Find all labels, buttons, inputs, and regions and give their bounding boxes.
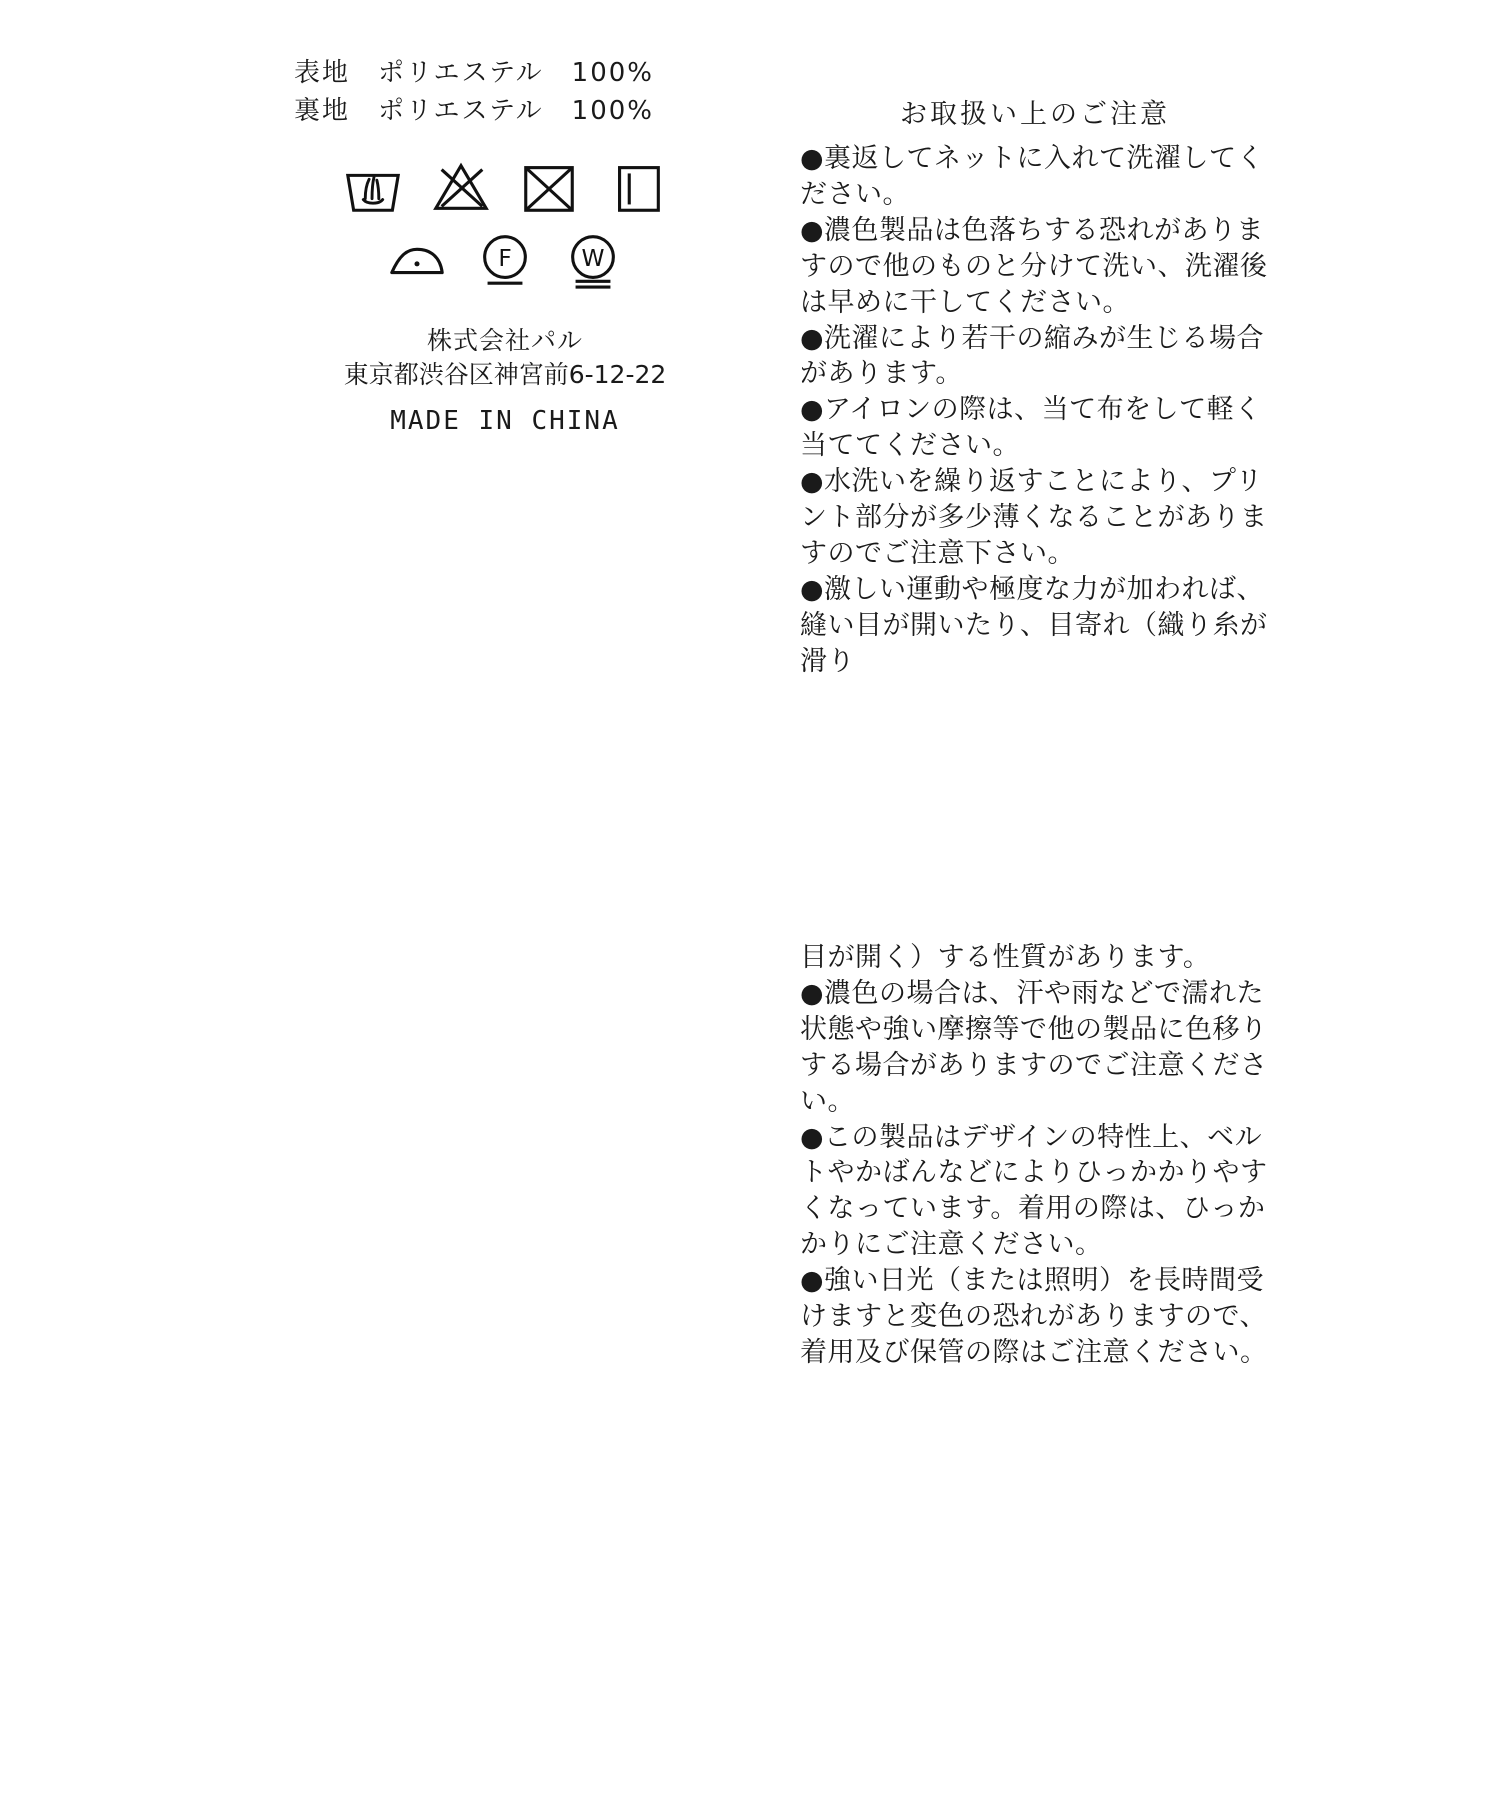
care-symbol-row-2 [386,228,624,290]
care-instructions-bottom [800,940,1270,1371]
fabric-and-origin-section [270,55,740,436]
care-instruction-item: ●この製品はデザインの特性上、ベルトやかばんなどによりひっかかりやすくなっています。着用の際は、ひっかかりにご注意ください。 [800,1121,1268,1261]
iron-low-icon [386,228,448,290]
care-symbol-row-1 [342,156,668,218]
company-block [270,324,740,436]
hand-wash-icon [342,156,404,218]
fabric-lining-label: 裏地 ポリエステル 100% [294,95,654,126]
made-in-label: MADE IN CHINA [390,405,620,436]
care-instruction-item: ●濃色製品は色落ちする恐れがありますので他のものと分けて洗い、洗濯後は早めに干してください。 [800,214,1268,318]
care-instructions-title: お取扱い上のご注意 [900,99,1170,130]
care-instruction-item: 目が開く）する性質があります。 [800,942,1211,973]
care-instruction-item: ●濃色の場合は、汗や雨などで濡れた状態や強い摩擦等で他の製品に色移りする場合がありますのでご注意ください。 [800,977,1268,1117]
care-instruction-item: ●水洗いを繰り返すことにより、プリント部分が多少薄くなることがありますのでご注意下さい。 [800,466,1268,569]
company-name: 株式会社パル [426,326,583,356]
svg-text:W: W [581,245,605,273]
line-dry-icon [606,156,668,218]
care-instruction-item: ●洗濯により若干の縮みが生じる場合があります。 [800,322,1265,390]
care-instruction-item: ●激しい運動や極度な力が加われば、縫い目が開いたり、目寄れ（織り糸が滑り [800,573,1268,677]
care-instruction-item: ●強い日光（または照明）を長時間受けますと変色の恐れがありますので、着用及び保管の際はご注意ください。 [800,1265,1268,1368]
care-instruction-item: ●アイロンの際は、当て布をして軽く当ててください。 [800,394,1262,462]
care-instruction-item: ●裏返してネットに入れて洗濯してください。 [800,143,1265,210]
company-address: 東京都渋谷区神宮前6-12-22 [343,360,667,390]
svg-text:F: F [498,245,512,273]
care-symbol-group [270,156,740,290]
fabric-outer-label: 表地 ポリエステル 100% [294,58,654,88]
do-not-tumble-dry-icon [518,156,580,218]
care-instructions-top [800,92,1270,680]
do-not-bleach-icon [430,156,492,218]
wet-clean-w-icon [562,228,624,290]
dry-clean-f-icon [474,228,536,290]
